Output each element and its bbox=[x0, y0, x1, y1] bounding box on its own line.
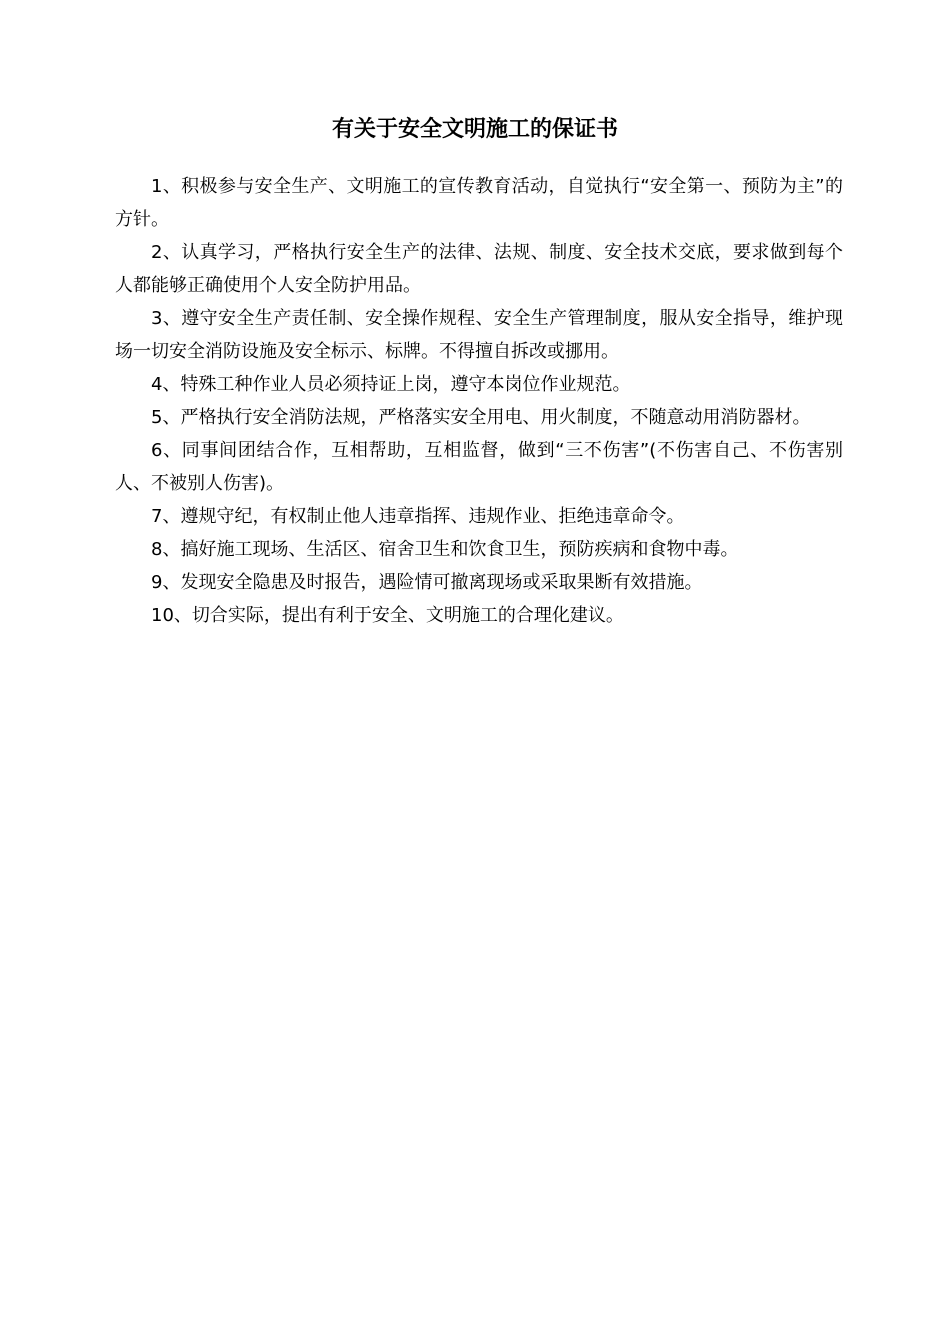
clause-8: 8、搞好施工现场、生活区、宿舍卫生和饮食卫生，预防疾病和食物中毒。 bbox=[151, 539, 739, 560]
document-body bbox=[115, 170, 843, 632]
clause-1: 1、积极参与安全生产、文明施工的宣传教育活动，自觉执行“安全第一、预防为主”的方针。 bbox=[115, 176, 843, 230]
clause-9: 9、发现安全隐患及时报告，遇险情可撤离现场或采取果断有效措施。 bbox=[151, 572, 703, 593]
clause-3: 3、遵守安全生产责任制、安全操作规程、安全生产管理制度，服从安全指导，维护现场一切安全消防设施及安全标示、标牌。不得擅自拆改或挪用。 bbox=[115, 308, 843, 362]
clause-5: 5、严格执行安全消防法规，严格落实安全用电、用火制度，不随意动用消防器材。 bbox=[151, 407, 811, 428]
clause-7: 7、遵规守纪，有权制止他人违章指挥、违规作业、拒绝违章命令。 bbox=[151, 506, 685, 527]
clause-6: 6、同事间团结合作，互相帮助，互相监督，做到“三不伤害”(不伤害自己、不伤害别人、不被别人伤害)。 bbox=[115, 440, 843, 494]
clause-4: 4、特殊工种作业人员必须持证上岗，遵守本岗位作业规范。 bbox=[151, 374, 631, 395]
clause-10: 10、切合实际，提出有利于安全、文明施工的合理化建议。 bbox=[151, 605, 624, 626]
page-title: 有关于安全文明施工的保证书 bbox=[331, 117, 618, 142]
clause-2: 2、认真学习，严格执行安全生产的法律、法规、制度、安全技术交底，要求做到每个人都能够正确使用个人安全防护用品。 bbox=[115, 242, 843, 296]
